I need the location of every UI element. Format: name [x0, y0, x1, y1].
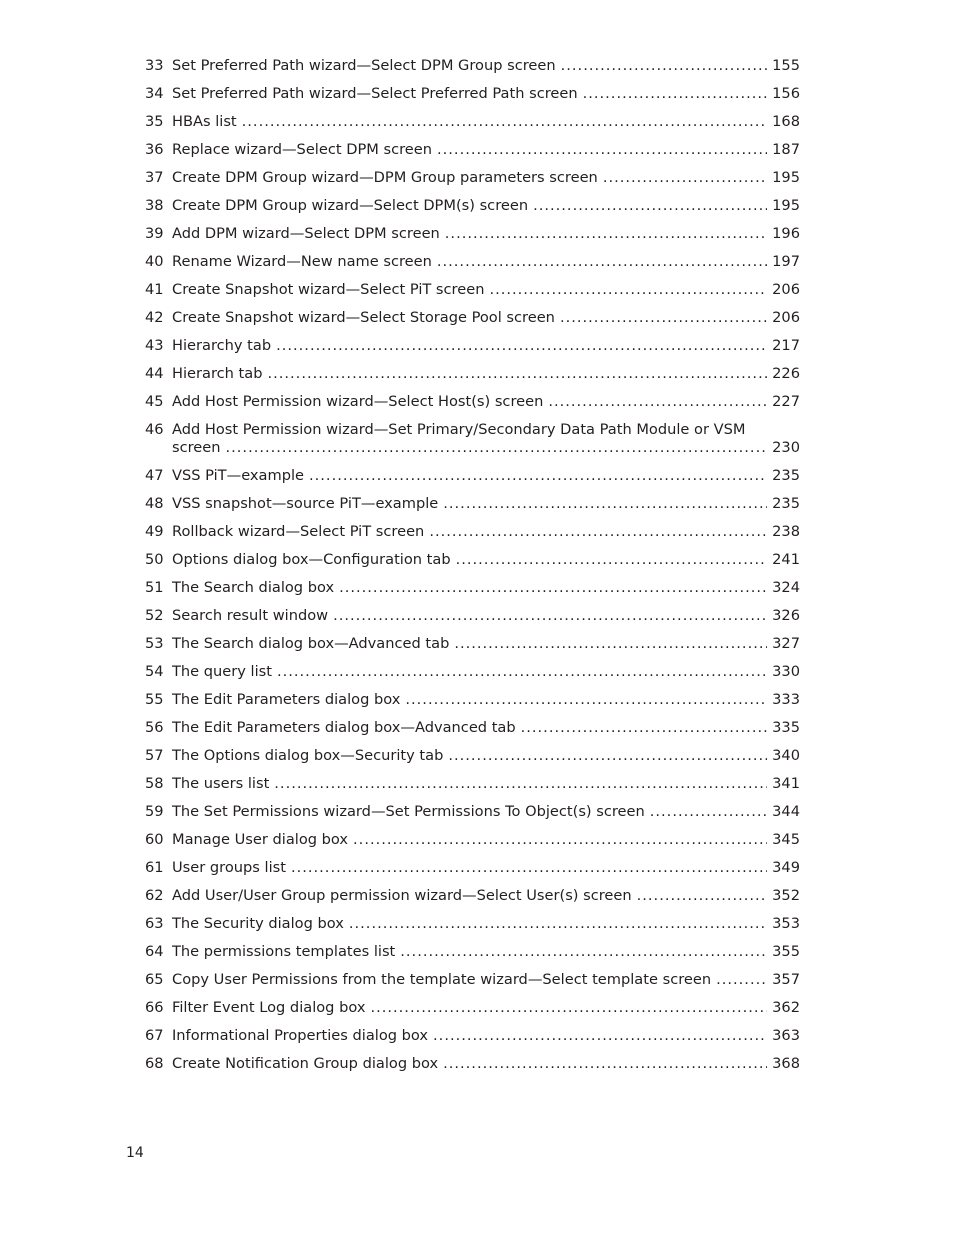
- page-reference[interactable]: 187: [772, 141, 800, 158]
- page-reference[interactable]: 226: [772, 365, 800, 382]
- figure-number: 45: [145, 393, 164, 410]
- page-reference[interactable]: 362: [772, 999, 800, 1016]
- page-reference[interactable]: 206: [772, 309, 800, 326]
- dot-leader: [443, 1055, 767, 1073]
- figure-title-continuation: screen: [172, 439, 221, 456]
- dot-leader: [454, 635, 767, 653]
- figure-number: 46: [145, 421, 164, 438]
- figure-number: 63: [145, 915, 164, 932]
- figure-title: Create Snapshot wizard—Select Storage Pool screen: [172, 309, 555, 326]
- toc-entry[interactable]: [145, 859, 800, 877]
- figure-title: Add DPM wizard—Select DPM screen: [172, 225, 440, 242]
- toc-entry[interactable]: [145, 421, 800, 457]
- dot-leader: [433, 1027, 767, 1045]
- figure-number: 33: [145, 57, 164, 74]
- dot-leader: [561, 57, 768, 75]
- dot-leader: [309, 467, 767, 485]
- page-reference[interactable]: 333: [772, 691, 800, 708]
- dot-leader: [443, 495, 767, 513]
- dot-leader: [405, 691, 767, 709]
- page-reference[interactable]: 353: [772, 915, 800, 932]
- figure-number: 62: [145, 887, 164, 904]
- figure-number: 54: [145, 663, 164, 680]
- page-reference[interactable]: 357: [772, 971, 800, 988]
- figure-number: 42: [145, 309, 164, 326]
- dot-leader: [370, 999, 767, 1017]
- dot-leader: [276, 337, 767, 355]
- page-reference[interactable]: 345: [772, 831, 800, 848]
- toc-entry[interactable]: [145, 775, 800, 793]
- toc-entry[interactable]: [145, 915, 800, 933]
- toc-entry[interactable]: [145, 309, 800, 327]
- figure-number: 55: [145, 691, 164, 708]
- figure-title: Set Preferred Path wizard—Select Preferred Path screen: [172, 85, 578, 102]
- toc-entry[interactable]: [145, 495, 800, 513]
- figure-number: 59: [145, 803, 164, 820]
- toc-entry[interactable]: [145, 747, 800, 765]
- page-reference[interactable]: 195: [772, 197, 800, 214]
- page-reference[interactable]: 195: [772, 169, 800, 186]
- figure-title: VSS PiT—example: [172, 467, 305, 484]
- page-reference[interactable]: 355: [772, 943, 800, 960]
- dot-leader: [521, 719, 768, 737]
- figure-number: 39: [145, 225, 164, 242]
- dot-leader: [291, 859, 767, 877]
- page-reference[interactable]: 352: [772, 887, 800, 904]
- dot-leader: [445, 225, 767, 243]
- figure-number: 60: [145, 831, 164, 848]
- figure-number: 52: [145, 607, 164, 624]
- toc-entry[interactable]: [145, 253, 800, 271]
- figure-title: Options dialog box—Configuration tab: [172, 551, 451, 568]
- page-reference[interactable]: 341: [772, 775, 800, 792]
- list-of-figures: [145, 57, 800, 1083]
- page-reference[interactable]: 326: [772, 607, 800, 624]
- figure-title: The Options dialog box—Security tab: [172, 747, 444, 764]
- figure-title: Add Host Permission wizard—Select Host(s) screen: [172, 393, 544, 410]
- figure-number: 65: [145, 971, 164, 988]
- figure-title: User groups list: [172, 859, 286, 876]
- toc-entry[interactable]: [145, 1055, 800, 1073]
- figure-number: 37: [145, 169, 164, 186]
- dot-leader: [716, 971, 767, 989]
- toc-entry[interactable]: [145, 113, 800, 131]
- figure-title: The permissions templates list: [172, 943, 396, 960]
- toc-entry[interactable]: [145, 281, 800, 299]
- page-reference[interactable]: 363: [772, 1027, 800, 1044]
- dot-leader: [274, 775, 767, 793]
- dot-leader: [637, 887, 768, 905]
- figure-number: 50: [145, 551, 164, 568]
- dot-leader: [353, 831, 767, 849]
- figure-number: 38: [145, 197, 164, 214]
- toc-entry[interactable]: [145, 337, 800, 355]
- figure-title: Add User/User Group permission wizard—Select User(s) screen: [172, 887, 632, 904]
- figure-number: 58: [145, 775, 164, 792]
- figure-title: The query list: [172, 663, 272, 680]
- dot-leader: [650, 803, 767, 821]
- toc-entry[interactable]: [145, 57, 800, 75]
- figure-title: The Set Permissions wizard—Set Permissions To Object(s) screen: [172, 803, 645, 820]
- figure-title: Create DPM Group wizard—DPM Group parameters screen: [172, 169, 598, 186]
- toc-entry[interactable]: [145, 943, 800, 961]
- toc-entry[interactable]: [145, 691, 800, 709]
- figure-title: The Security dialog box: [172, 915, 344, 932]
- figure-title: Rename Wizard—New name screen: [172, 253, 432, 270]
- toc-entry[interactable]: [145, 887, 800, 905]
- page-reference[interactable]: 230: [772, 439, 800, 456]
- figure-number: 47: [145, 467, 164, 484]
- dot-leader: [448, 747, 767, 765]
- page-reference[interactable]: 156: [772, 85, 800, 102]
- dot-leader: [226, 439, 768, 457]
- figure-title: The Search dialog box: [172, 579, 335, 596]
- figure-title: Informational Properties dialog box: [172, 1027, 429, 1044]
- figure-title: Create Snapshot wizard—Select PiT screen: [172, 281, 485, 298]
- toc-entry[interactable]: [145, 551, 800, 569]
- figure-title: Rollback wizard—Select PiT screen: [172, 523, 425, 540]
- figure-number: 41: [145, 281, 164, 298]
- figure-title: Replace wizard—Select DPM screen: [172, 141, 433, 158]
- page-reference[interactable]: 235: [772, 495, 800, 512]
- figure-title: Copy User Permissions from the template wizard—Select template screen: [172, 971, 712, 988]
- figure-title: Add Host Permission wizard—Set Primary/Secondary Data Path Module or VSM: [172, 421, 746, 438]
- toc-entry[interactable]: [145, 141, 800, 159]
- toc-entry[interactable]: [145, 971, 800, 989]
- figure-number: 61: [145, 859, 164, 876]
- figure-number: 43: [145, 337, 164, 354]
- figure-title: The users list: [172, 775, 270, 792]
- figure-title: HBAs list: [172, 113, 237, 130]
- page-reference[interactable]: 238: [772, 523, 800, 540]
- figure-number: 53: [145, 635, 164, 652]
- dot-leader: [437, 253, 767, 271]
- figure-title: Filter Event Log dialog box: [172, 999, 366, 1016]
- dot-leader: [548, 393, 767, 411]
- dot-leader: [437, 141, 767, 159]
- toc-entry[interactable]: [145, 831, 800, 849]
- figure-number: 57: [145, 747, 164, 764]
- page-reference[interactable]: 324: [772, 579, 800, 596]
- page-reference[interactable]: 155: [772, 57, 800, 74]
- toc-entry[interactable]: [145, 803, 800, 821]
- page-reference[interactable]: 227: [772, 393, 800, 410]
- figure-title: Manage User dialog box: [172, 831, 349, 848]
- page-reference[interactable]: 349: [772, 859, 800, 876]
- dot-leader: [349, 915, 767, 933]
- toc-entry[interactable]: [145, 607, 800, 625]
- toc-entry[interactable]: [145, 197, 800, 215]
- figure-title: The Edit Parameters dialog box: [172, 691, 401, 708]
- toc-entry[interactable]: [145, 1027, 800, 1045]
- page-reference[interactable]: 235: [772, 467, 800, 484]
- toc-entry[interactable]: [145, 635, 800, 653]
- figure-title: Set Preferred Path wizard—Select DPM Group screen: [172, 57, 556, 74]
- figure-number: 40: [145, 253, 164, 270]
- toc-entry[interactable]: [145, 393, 800, 411]
- figure-title: Search result window: [172, 607, 329, 624]
- page-reference[interactable]: 196: [772, 225, 800, 242]
- page-reference[interactable]: 197: [772, 253, 800, 270]
- figure-number: 51: [145, 579, 164, 596]
- figure-number: 49: [145, 523, 164, 540]
- figure-number: 64: [145, 943, 164, 960]
- figure-number: 44: [145, 365, 164, 382]
- dot-leader: [603, 169, 767, 187]
- page-reference[interactable]: 241: [772, 551, 800, 568]
- dot-leader: [333, 607, 767, 625]
- toc-entry[interactable]: [145, 999, 800, 1017]
- figure-number: 36: [145, 141, 164, 158]
- dot-leader: [583, 85, 768, 103]
- figure-title: VSS snapshot—source PiT—example: [172, 495, 439, 512]
- figure-title: Create Notification Group dialog box: [172, 1055, 439, 1072]
- figure-number: 67: [145, 1027, 164, 1044]
- dot-leader: [400, 943, 767, 961]
- toc-entry[interactable]: [145, 365, 800, 383]
- dot-leader: [242, 113, 767, 131]
- dot-leader: [277, 663, 767, 681]
- toc-entry[interactable]: [145, 225, 800, 243]
- toc-entry[interactable]: [145, 467, 800, 485]
- page-reference[interactable]: 217: [772, 337, 800, 354]
- dot-leader: [339, 579, 767, 597]
- page-reference[interactable]: 206: [772, 281, 800, 298]
- figure-number: 35: [145, 113, 164, 130]
- dot-leader: [560, 309, 767, 327]
- page-reference[interactable]: 340: [772, 747, 800, 764]
- toc-entry[interactable]: [145, 85, 800, 103]
- page-reference[interactable]: 344: [772, 803, 800, 820]
- figure-title: Hierarch tab: [172, 365, 263, 382]
- page-reference[interactable]: 327: [772, 635, 800, 652]
- page-reference[interactable]: 368: [772, 1055, 800, 1072]
- figure-title: The Search dialog box—Advanced tab: [172, 635, 450, 652]
- figure-title: Hierarchy tab: [172, 337, 272, 354]
- dot-leader: [429, 523, 767, 541]
- figure-number: 34: [145, 85, 164, 102]
- toc-entry[interactable]: [145, 663, 800, 681]
- figure-number: 68: [145, 1055, 164, 1072]
- page-reference[interactable]: 330: [772, 663, 800, 680]
- toc-entry[interactable]: [145, 579, 800, 597]
- figure-number: 56: [145, 719, 164, 736]
- page-reference[interactable]: 335: [772, 719, 800, 736]
- figure-title: Create DPM Group wizard—Select DPM(s) screen: [172, 197, 529, 214]
- dot-leader: [533, 197, 767, 215]
- toc-entry[interactable]: [145, 523, 800, 541]
- toc-entry[interactable]: [145, 719, 800, 737]
- figure-title: The Edit Parameters dialog box—Advanced tab: [172, 719, 516, 736]
- dot-leader: [489, 281, 767, 299]
- dot-leader: [456, 551, 768, 569]
- figure-number: 48: [145, 495, 164, 512]
- figure-number: 66: [145, 999, 164, 1016]
- page-reference[interactable]: 168: [772, 113, 800, 130]
- dot-leader: [267, 365, 767, 383]
- toc-entry[interactable]: [145, 169, 800, 187]
- page-number: 14: [126, 1145, 144, 1161]
